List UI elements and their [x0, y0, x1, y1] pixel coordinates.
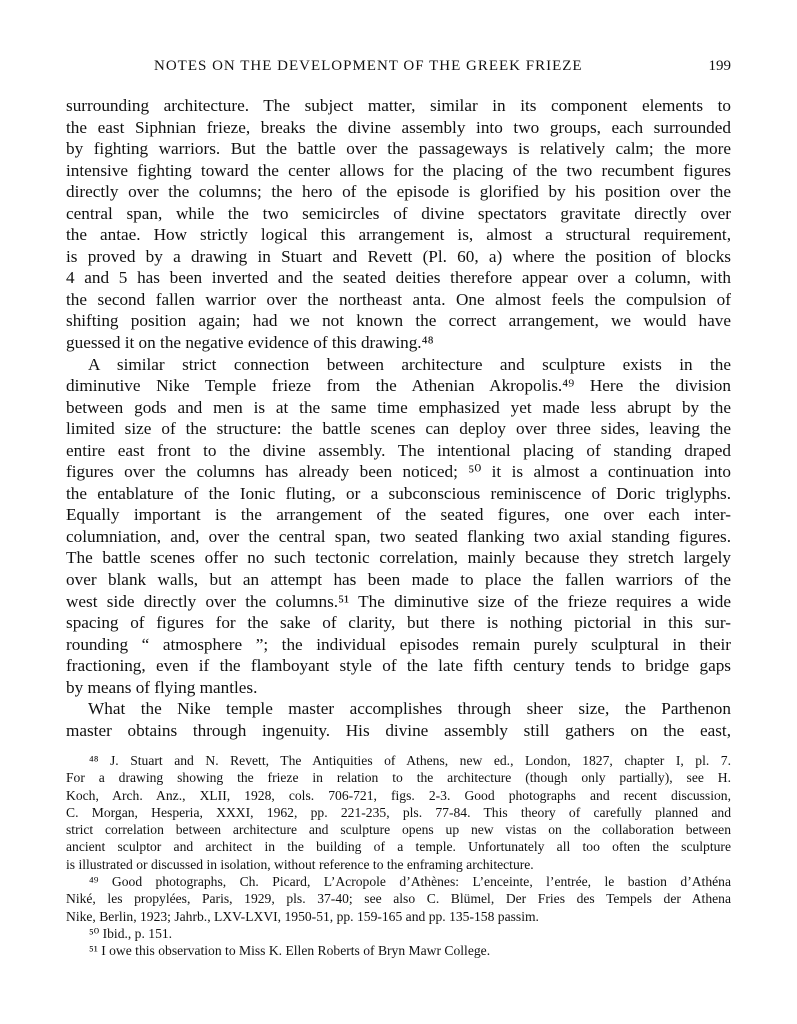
- body-line: central span, while the two semicircles of divine spectators gravitate directly over: [66, 203, 731, 223]
- footnote-line: ancient sculptor and architect in the building of a temple. Unfortunately all too often the sculpture: [66, 839, 731, 855]
- footnote-line: Koch, Arch. Anz., XLII, 1928, cols. 706-721, figs. 2-3. Good photographs and recent discussion,: [66, 787, 731, 803]
- body-line: between gods and men is at the same time emphasized yet made less abrupt by the: [66, 397, 731, 417]
- body-line: the antae. How strictly logical this arrangement is, almost a structural requirement,: [66, 225, 731, 245]
- body-line: directly over the columns; the hero of the episode is glorified by his position over the: [66, 182, 731, 202]
- footnote-line: ⁴⁹ Good photographs, Ch. Picard, L’Acropole d’Athènes: L’enceinte, l’entrée, le bastion d’Athéna: [89, 874, 731, 890]
- body-line: the second fallen warrior over the northeast anta. One almost feels the compulsion of: [66, 289, 731, 309]
- body-line: by fighting warriors. But the battle over the passageways is relatively calm; the more: [66, 139, 731, 159]
- footnote-line: ⁵¹ I owe this observation to Miss K. Ellen Roberts of Bryn Mawr College.: [89, 943, 491, 959]
- body-line: by means of flying mantles.: [66, 677, 258, 697]
- body-line: columniation, and, over the central span, two seated flanking two axial standing figures.: [66, 526, 731, 546]
- footnote-line: For a drawing showing the frieze in relation to the architecture (though only partially), see H.: [66, 770, 731, 786]
- body-line: entire east front to the divine assembly. The intentional placing of standing draped: [66, 440, 731, 460]
- body-line: fractioning, even if the flamboyant style of the late fifth century tends to bridge gaps: [66, 656, 731, 676]
- body-line: diminutive Nike Temple frieze from the Athenian Akropolis.⁴⁹ Here the division: [66, 376, 731, 396]
- footnote-line: strict correlation between architecture and sculpture opens up new vistas on the collaboration between: [66, 822, 731, 838]
- body-line: shifting position again; had we not known the correct arrangement, we would have: [66, 311, 731, 331]
- body-line: The battle scenes offer no such tectonic correlation, mainly because they stretch largely: [66, 548, 731, 568]
- body-line: over blank walls, but an attempt has been made to place the fallen warriors of the: [66, 570, 731, 590]
- running-title: NOTES ON THE DEVELOPMENT OF THE GREEK FRIEZE: [154, 58, 583, 74]
- footnote-line: ⁵⁰ Ibid., p. 151.: [89, 925, 173, 941]
- body-line: west side directly over the columns.⁵¹ The diminutive size of the frieze requires a wide: [66, 591, 731, 611]
- body-line: spacing of figures for the sake of clarity, but there is nothing pictorial in this sur-: [66, 613, 731, 633]
- page-number: 199: [708, 58, 731, 74]
- body-line: 4 and 5 has been inverted and the seated deities therefore appear over a column, with: [66, 268, 731, 288]
- footnote-line: ⁴⁸ J. Stuart and N. Revett, The Antiquities of Athens, new ed., London, 1827, chapter I, pl. 7.: [89, 753, 731, 768]
- body-line: rounding “ atmosphere ”; the individual episodes remain purely sculptural in their: [66, 634, 731, 654]
- body-text: [66, 95, 731, 741]
- body-line: the entablature of the Ionic fluting, or a subconscious reminiscence of Doric triglyphs.: [66, 483, 731, 503]
- body-line: the east Siphnian frieze, breaks the divine assembly into two groups, each surrounded: [66, 117, 731, 137]
- body-line: guessed it on the negative evidence of this drawing.⁴⁸: [66, 333, 434, 353]
- body-line: master obtains through ingenuity. His divine assembly still gathers on the east,: [66, 720, 731, 740]
- body-line: surrounding architecture. The subject matter, similar in its component elements to: [66, 96, 731, 115]
- body-line: limited size of the structure: the battle scenes can deploy over three sides, leaving the: [66, 419, 731, 439]
- body-line: What the Nike temple master accomplishes through sheer size, the Parthenon: [88, 699, 731, 719]
- footnote-line: C. Morgan, Hesperia, XXXI, 1962, pp. 221-235, pls. 77-84. This theory of carefully planned and: [66, 804, 731, 820]
- footnotes: [66, 752, 731, 960]
- body-line: A similar strict connection between architecture and sculpture exists in the: [88, 354, 731, 374]
- body-line: is proved by a drawing in Stuart and Revett (Pl. 60, a) where the position of blocks: [66, 246, 731, 266]
- footnote-line: Nike, Berlin, 1923; Jahrb., LXV-LXVI, 1950-51, pp. 159-165 and pp. 135-158 passim.: [66, 908, 539, 924]
- body-line: figures over the columns has already been noticed; ⁵⁰ it is almost a continuation into: [66, 462, 731, 482]
- body-line: Equally important is the arrangement of the seated figures, one over each inter-: [66, 505, 731, 525]
- footnote-line: is illustrated or discussed in isolation, without reference to the enframing architecture.: [66, 856, 534, 872]
- body-line: intensive fighting toward the center allows for the placing of the two recumbent figures: [66, 160, 731, 180]
- footnote-line: Niké, les propylées, Paris, 1929, pls. 37-40; see also C. Blümel, Der Fries des Tempels der Athena: [66, 891, 731, 907]
- running-header: [66, 58, 731, 82]
